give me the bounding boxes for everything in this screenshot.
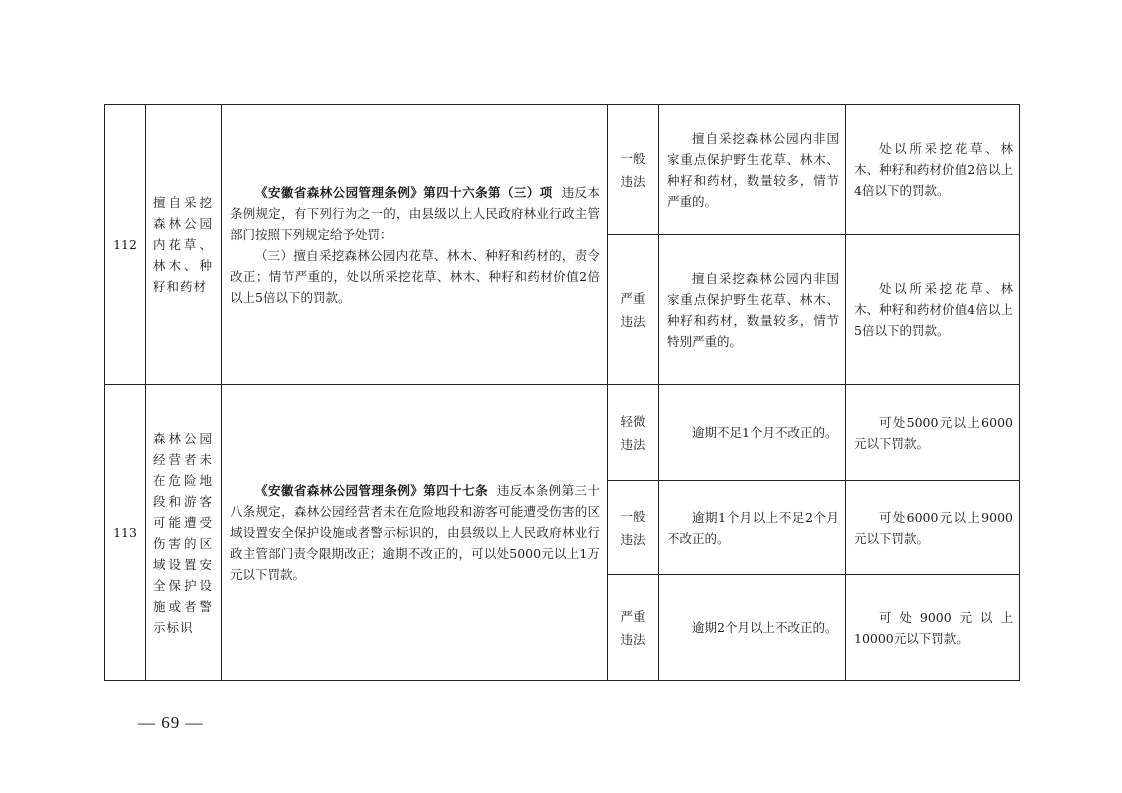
legal-basis-paragraph: [230, 480, 600, 585]
violation-level: 严重违法: [608, 575, 659, 681]
violation-behavior: 森林公园经营者未在危险地段和游客可能遭受伤害的区域设置安全保护设施或者警示标识: [146, 385, 222, 681]
violation-level: 一般违法: [608, 105, 659, 235]
legal-basis-text: 违反本条例规定，有下列行为之一的，由县级以上人民政府林业行政主管部门按照下列规定给予处罚：: [230, 184, 600, 242]
item-number: 112: [105, 105, 146, 385]
legal-basis: [222, 385, 608, 681]
violation-circumstance: 逾期2个月以上不改正的。: [659, 575, 846, 681]
legal-basis-paragraph: [230, 182, 600, 245]
table-row: [105, 105, 1020, 235]
legal-basis-item: （三）擅自采挖森林公园内花草、林木、种籽和药材的，责令改正；情节严重的，处以所采挖花草、林木、种籽和药材价值2倍以上5倍以下的罚款。: [230, 247, 600, 305]
penalty-standard: 可处6000元以上9000元以下罚款。: [846, 481, 1020, 575]
item-number: 113: [105, 385, 146, 681]
penalty-discretion-table: [104, 104, 1020, 681]
violation-level: 严重违法: [608, 235, 659, 385]
page-number: — 69 —: [138, 713, 204, 732]
violation-circumstance: 擅自采挖森林公园内非国家重点保护野生花草、林木、种籽和药材，数量较多，情节特别严重的。: [659, 235, 846, 385]
violation-circumstance: 逾期不足1个月不改正的。: [659, 385, 846, 481]
penalty-standard: 处以所采挖花草、林木、种籽和药材价值2倍以上4倍以下的罚款。: [846, 105, 1020, 235]
violation-circumstance: 逾期1个月以上不足2个月不改正的。: [659, 481, 846, 575]
violation-circumstance: 擅自采挖森林公园内非国家重点保护野生花草、林木、种籽和药材，数量较多，情节严重的。: [659, 105, 846, 235]
legal-basis-title: 《安徽省森林公园管理条例》第四十六条第（三）项: [255, 184, 553, 200]
table-row: [105, 385, 1020, 481]
legal-basis-title: 《安徽省森林公园管理条例》第四十七条: [255, 483, 489, 498]
violation-level: 一般违法: [608, 481, 659, 575]
legal-basis-text: 违反本条例第三十八条规定，森林公园经营者未在危险地段和游客可能遭受伤害的区域设置安全保护设施或者警示标识的，由县级以上人民政府林业行政主管部门责令限期改正；逾期不改正的，可以处5000元以上1万元以下罚款。: [230, 483, 600, 582]
penalty-standard: 可处9000元以上10000元以下罚款。: [846, 575, 1020, 681]
penalty-standard: 可处5000元以上6000元以下罚款。: [846, 385, 1020, 481]
violation-level: 轻微违法: [608, 385, 659, 481]
legal-basis: [222, 105, 608, 385]
penalty-standard: 处以所采挖花草、林木、种籽和药材价值4倍以上5倍以下的罚款。: [846, 235, 1020, 385]
violation-behavior: 擅自采挖森林公园内花草、林木、种籽和药材: [146, 105, 222, 385]
